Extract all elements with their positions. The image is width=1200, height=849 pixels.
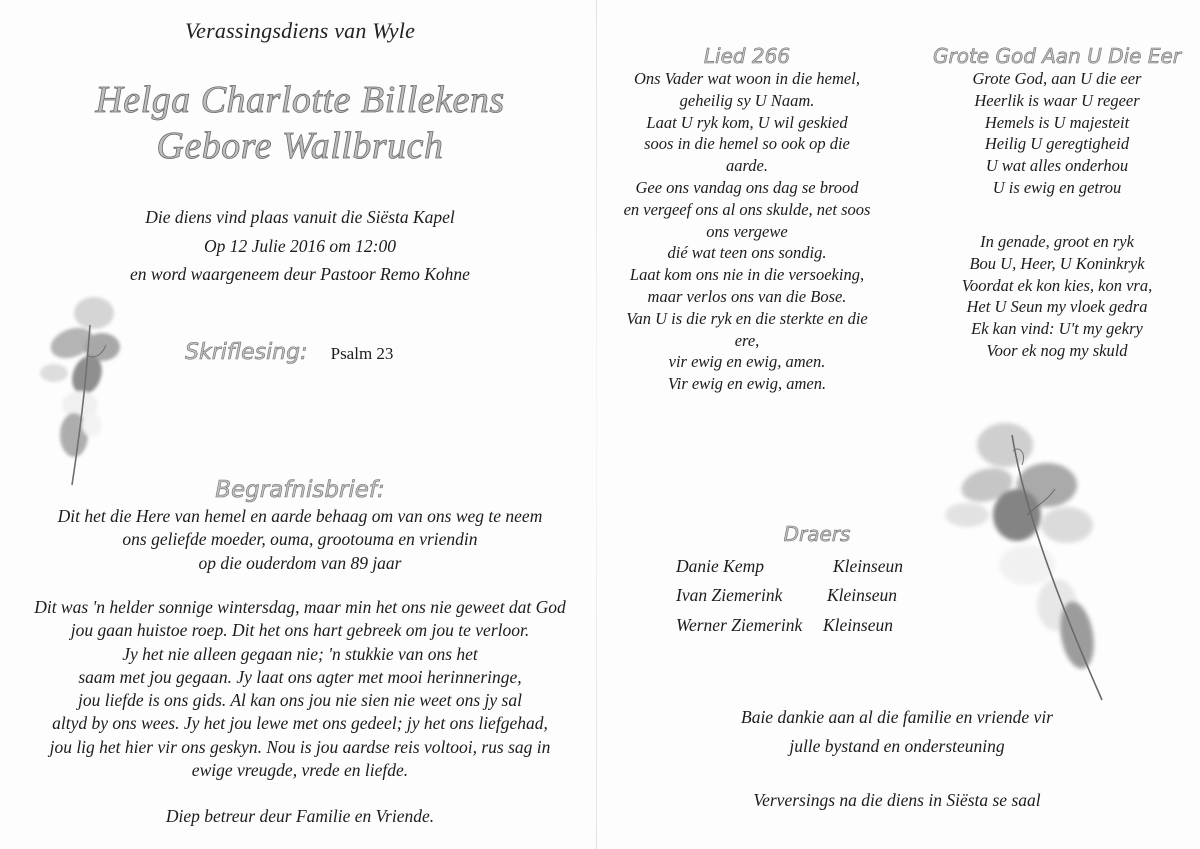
- pallbearers-title: Draers: [783, 522, 851, 546]
- service-location: Die diens vind plaas vanuit die Siësta Kapel: [145, 207, 455, 227]
- pallbearer-relation-text: Kleinseun: [823, 615, 893, 635]
- obituary-title: Begrafnisbrief:: [215, 477, 385, 503]
- lyric-line: soos in die hemel so ook op die: [644, 134, 850, 154]
- service-details: [60, 203, 540, 289]
- service-officiant: en word waargeneem deur Pastoor Remo Kohne: [130, 264, 470, 284]
- pallbearer-relation: [827, 585, 897, 606]
- obituary-line: altyd by ons wees. Jy het jou lewe met ons gedeel; jy het ons liefgehad,: [52, 713, 548, 734]
- flower-illustration-right: [927, 405, 1107, 705]
- lyric-line: dié wat teen ons sondig.: [667, 243, 827, 263]
- lyric-line: Het U Seun my vloek gedra: [966, 297, 1148, 317]
- lyric-line: maar verlos ons van die Bose.: [647, 286, 847, 306]
- pallbearer-relation: [833, 556, 903, 577]
- obituary-line: ewige vreugde, vrede en liefde.: [191, 760, 409, 781]
- hymn-1-title: Lied 266: [703, 44, 791, 68]
- obituary-signoff: Diep betreur deur Familie en Vriende.: [165, 806, 435, 826]
- thanks-line: julle bystand en ondersteuning: [789, 736, 1005, 756]
- lyric-line: Heerlik is waar U regeer: [974, 90, 1140, 110]
- lyric-line: Voor ek nog my skuld: [986, 340, 1128, 360]
- pallbearer-row: [676, 615, 802, 636]
- pallbearer-name: Ivan Ziemerink: [676, 585, 783, 605]
- lyric-line: Vir ewig en ewig, amen.: [667, 374, 827, 394]
- pallbearer-relation-text: Kleinseun: [827, 585, 897, 605]
- scripture-reading: [185, 340, 393, 365]
- obituary-line: jou gaan huistoe roep. Dit het ons hart gebreek om jou te verloor.: [70, 620, 530, 641]
- thanks-line: Baie dankie aan al die familie en vriende vir: [741, 707, 1053, 727]
- obituary-line: saam met jou gegaan. Jy laat ons agter met mooi herinneringe,: [78, 666, 522, 687]
- lyric-line: vir ewig en ewig, amen.: [668, 352, 826, 372]
- pallbearer-relation: [823, 615, 893, 636]
- lyric-line: ons vergewe: [706, 221, 788, 241]
- lyric-line: U is ewig en getrou: [992, 177, 1122, 197]
- lyric-line: Ek kan vind: U't my gekry: [971, 319, 1143, 339]
- lyric-line: Laat U ryk kom, U wil geskied: [646, 112, 848, 132]
- lyric-line: Ons Vader wat woon in die hemel,: [634, 69, 860, 88]
- obituary-line: Dit was 'n helder sonnige wintersdag, maar min het ons nie geweet dat God: [34, 597, 566, 617]
- pallbearer-row: [676, 585, 782, 606]
- lyric-line: Voordat ek kon kies, kon vra,: [961, 275, 1153, 295]
- pallbearer-name: Danie Kemp: [676, 556, 764, 576]
- lyric-line: Heilig U geregtigheid: [984, 134, 1130, 154]
- service-date: Op 12 Julie 2016 om 12:00: [204, 235, 396, 256]
- scripture-value: Psalm 23: [330, 344, 394, 363]
- hymn-2-verse-1: [917, 68, 1197, 199]
- flower-illustration-left: [32, 285, 142, 495]
- lyric-line: Grote God, aan U die eer: [972, 69, 1142, 88]
- lyric-line: In genade, groot en ryk: [980, 232, 1134, 251]
- obituary-line: Jy het nie alleen gegaan nie; 'n stukkie van ons het: [122, 643, 478, 664]
- scripture-label: Skriflesing:: [185, 340, 308, 365]
- lyric-line: Van U is die ryk en die sterkte en die: [626, 308, 868, 328]
- lyric-line: Bou U, Heer, U Koninkryk: [969, 253, 1145, 273]
- pallbearer-name: Werner Ziemerink: [676, 615, 803, 635]
- lyric-line: ere,: [734, 330, 760, 350]
- lyric-line: U wat alles onderhou: [985, 156, 1129, 176]
- obituary-intro-line: ons geliefde moeder, ouma, grootouma en vriendin: [122, 529, 478, 550]
- obituary-intro: [20, 505, 580, 575]
- left-page: [0, 0, 596, 849]
- lyric-line: geheilig sy U Naam.: [679, 90, 815, 110]
- obituary-intro-line: op die ouderdom van 89 jaar: [198, 552, 402, 573]
- obituary-body: [10, 596, 590, 782]
- lyric-line: Gee ons vandag ons dag se brood: [635, 177, 859, 197]
- deceased-maiden-name: Gebore Wallbruch: [156, 125, 444, 167]
- lyric-line: Hemels is U majesteit: [984, 112, 1130, 132]
- obituary-intro-line: Dit het die Here van hemel en aarde behaag om van ons weg te neem: [57, 506, 543, 526]
- hymn-2-title: Grote God Aan U Die Eer: [933, 44, 1181, 68]
- service-title: Verassingsdiens van Wyle: [184, 18, 416, 43]
- lyric-line: en vergeef ons al ons skulde, net soos: [623, 199, 871, 219]
- thanks-message: [697, 703, 1097, 761]
- right-page: [597, 0, 1200, 849]
- deceased-name: Helga Charlotte Billekens: [95, 79, 505, 121]
- pallbearer-relation-text: Kleinseun: [833, 556, 903, 576]
- lyric-line: aarde.: [725, 156, 768, 176]
- obituary-line: jou liefde is ons gids. Al kan ons jou nie sien nie weet ons jy sal: [78, 690, 522, 711]
- obituary-line: jou lig het hier vir ons geskyn. Nou is jou aardse reis voltooi, rus sag in: [49, 736, 551, 757]
- hymn-2-verse-2: [917, 231, 1197, 362]
- hymn-1-lyrics: [597, 68, 897, 395]
- lyric-line: Laat kom ons nie in die versoeking,: [629, 265, 865, 285]
- pallbearer-row: [676, 556, 764, 577]
- refreshments-note: Verversings na die diens in Siësta se saal: [753, 790, 1041, 810]
